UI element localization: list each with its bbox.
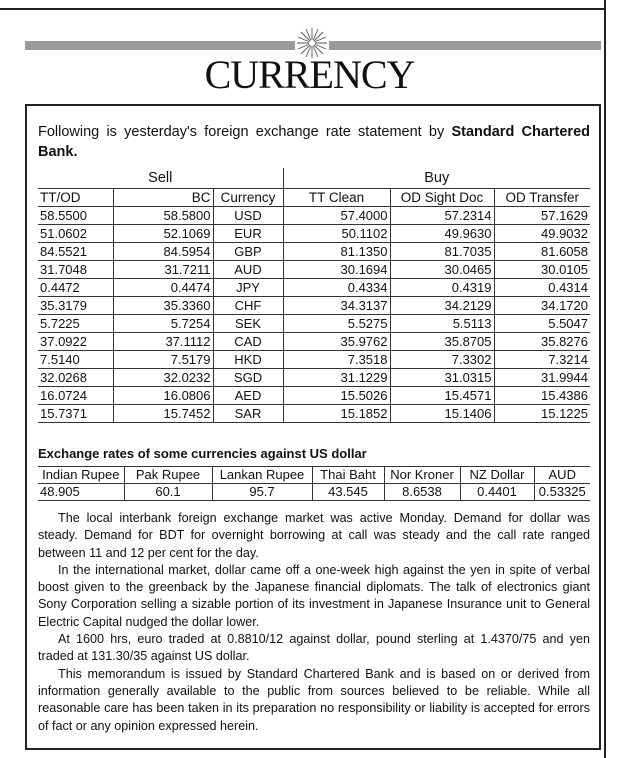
intro-text [38, 122, 590, 162]
rate-cell: 0.4334 [283, 279, 390, 297]
top-rule [0, 8, 604, 10]
title-bar-left [25, 41, 295, 50]
column-header: TT Clean [283, 189, 390, 207]
paragraph: At 1600 hrs, euro traded at 0.8810/12 against dollar, pound sterling at 1.4370/75 and yen traded at 131.30/35 against US dollar. [38, 632, 590, 664]
rate-row [38, 405, 590, 423]
column-header: Currency [213, 189, 283, 207]
rate-cell: 7.3214 [494, 351, 590, 369]
rate-row [38, 351, 590, 369]
rate-cell: 51.0602 [38, 225, 113, 243]
rate-cell: 7.5179 [113, 351, 213, 369]
usd-column-header: Pak Rupee [124, 467, 212, 484]
rate-cell: 58.5500 [38, 207, 113, 225]
rate-cell: 15.7452 [113, 405, 213, 423]
currency-code: AUD [213, 261, 283, 279]
rate-cell: 34.1720 [494, 297, 590, 315]
rate-row [38, 261, 590, 279]
rate-row [38, 315, 590, 333]
rate-cell: 57.1629 [494, 207, 590, 225]
group-header-row [38, 168, 590, 189]
rate-cell: 31.7048 [38, 261, 113, 279]
usd-value: 0.53325 [534, 484, 590, 501]
rate-cell: 49.9032 [494, 225, 590, 243]
paragraph: In the international market, dollar came off a one-week high against the yen in spite of verbal boost given to the greenback by the Japanese financial diplomats. The talk of electronics giant Sony Corporation selling a sizable portion of its investment in Japanese Insurance unit to General Electric Capital nudged the dollar lower. [38, 562, 590, 629]
rate-cell: 84.5954 [113, 243, 213, 261]
intro-lead: Following is yesterday's foreign exchange rate statement by [38, 124, 452, 140]
rate-row [38, 243, 590, 261]
currency-code: GBP [213, 243, 283, 261]
rate-cell: 35.9762 [283, 333, 390, 351]
currency-code: SAR [213, 405, 283, 423]
rate-cell: 30.0465 [390, 261, 494, 279]
rate-cell: 15.1225 [494, 405, 590, 423]
rate-cell: 35.8276 [494, 333, 590, 351]
rate-cell: 7.5140 [38, 351, 113, 369]
usd-column-header: Indian Rupee [38, 467, 124, 484]
rate-cell: 7.3518 [283, 351, 390, 369]
currency-code: JPY [213, 279, 283, 297]
rate-row [38, 297, 590, 315]
rate-row [38, 225, 590, 243]
usd-column-header: AUD [534, 467, 590, 484]
usd-section-heading: Exchange rates of some currencies against US dollar [38, 446, 367, 461]
rate-cell: 0.4474 [113, 279, 213, 297]
rate-cell: 5.7225 [38, 315, 113, 333]
rate-cell: 50.1102 [283, 225, 390, 243]
currency-code: EUR [213, 225, 283, 243]
rate-cell: 30.1694 [283, 261, 390, 279]
usd-value: 48.905 [38, 484, 124, 501]
rate-cell: 81.1350 [283, 243, 390, 261]
rate-row [38, 207, 590, 225]
rate-cell: 32.0232 [113, 369, 213, 387]
usd-column-header: Lankan Rupee [212, 467, 312, 484]
rate-cell: 37.1112 [113, 333, 213, 351]
paragraph: This memorandum is issued by Standard Chartered Bank and is based on or derived from information generally available to the public from sources believed to be reliable. While all reasonable care has been taken in its preparation no responsibility or liability is accepted for errors of fact or any opinion expressed herein. [38, 666, 590, 733]
paragraph: The local interbank foreign exchange market was active Monday. Demand for dollar was steady. Demand for BDT for overnight borrowing at call was steady and the call rate ranged between 11 and 12 per cent for the day. [38, 511, 590, 560]
rate-cell: 35.3179 [38, 297, 113, 315]
column-header: BC [113, 189, 213, 207]
usd-value-row [38, 484, 590, 501]
usd-column-header: Thai Baht [312, 467, 384, 484]
usd-value: 0.4401 [460, 484, 534, 501]
rate-cell: 57.2314 [390, 207, 494, 225]
exchange-rate-table [38, 168, 590, 423]
column-header-row [38, 189, 590, 207]
rate-row [38, 369, 590, 387]
rate-cell: 15.4571 [390, 387, 494, 405]
rate-cell: 49.9630 [390, 225, 494, 243]
rate-cell: 5.7254 [113, 315, 213, 333]
rate-rows [38, 207, 590, 423]
sell-group-label: Sell [38, 168, 283, 189]
rate-cell: 84.5521 [38, 243, 113, 261]
rate-cell: 31.9944 [494, 369, 590, 387]
buy-group-label: Buy [283, 168, 590, 189]
rate-cell: 15.1852 [283, 405, 390, 423]
rate-cell: 15.1406 [390, 405, 494, 423]
column-header: TT/OD [38, 189, 113, 207]
rate-cell: 16.0806 [113, 387, 213, 405]
usd-rates-table [38, 466, 590, 501]
rate-cell: 52.1069 [113, 225, 213, 243]
currency-code: CAD [213, 333, 283, 351]
usd-column-header: Nor Kroner [384, 467, 460, 484]
rate-row [38, 387, 590, 405]
currency-code: AED [213, 387, 283, 405]
rate-cell: 35.8705 [390, 333, 494, 351]
rate-cell: 57.4000 [283, 207, 390, 225]
rate-cell: 31.1229 [283, 369, 390, 387]
rate-cell: 7.3302 [390, 351, 494, 369]
rate-cell: 31.0315 [390, 369, 494, 387]
commentary [38, 510, 590, 735]
column-header: OD Transfer [494, 189, 590, 207]
usd-column-header: NZ Dollar [460, 467, 534, 484]
intro-bank: Standard Chartered Bank. [38, 124, 590, 160]
rate-cell: 5.5275 [283, 315, 390, 333]
currency-code: USD [213, 207, 283, 225]
rate-cell: 5.5113 [390, 315, 494, 333]
currency-code: HKD [213, 351, 283, 369]
rate-cell: 34.3137 [283, 297, 390, 315]
rate-cell: 34.2129 [390, 297, 494, 315]
rate-cell: 58.5800 [113, 207, 213, 225]
rate-cell: 32.0268 [38, 369, 113, 387]
rate-cell: 15.7371 [38, 405, 113, 423]
rate-cell: 0.4314 [494, 279, 590, 297]
rate-cell: 31.7211 [113, 261, 213, 279]
usd-value: 95.7 [212, 484, 312, 501]
usd-header-row [38, 467, 590, 484]
right-column-rule [604, 0, 606, 758]
rate-cell: 15.5026 [283, 387, 390, 405]
rate-cell: 81.6058 [494, 243, 590, 261]
rate-cell: 0.4472 [38, 279, 113, 297]
title-bar-right [329, 41, 601, 50]
rate-row [38, 279, 590, 297]
column-header: OD Sight Doc [390, 189, 494, 207]
currency-code: SEK [213, 315, 283, 333]
rate-cell: 30.0105 [494, 261, 590, 279]
usd-value: 8.6538 [384, 484, 460, 501]
rate-cell: 35.3360 [113, 297, 213, 315]
currency-code: SGD [213, 369, 283, 387]
rate-cell: 37.0922 [38, 333, 113, 351]
rate-row [38, 333, 590, 351]
usd-value: 60.1 [124, 484, 212, 501]
usd-value: 43.545 [312, 484, 384, 501]
rate-cell: 0.4319 [390, 279, 494, 297]
rate-cell: 16.0724 [38, 387, 113, 405]
rate-cell: 15.4386 [494, 387, 590, 405]
rate-cell: 5.5047 [494, 315, 590, 333]
rate-cell: 81.7035 [390, 243, 494, 261]
currency-code: CHF [213, 297, 283, 315]
page-title: CURRENCY [204, 52, 415, 97]
